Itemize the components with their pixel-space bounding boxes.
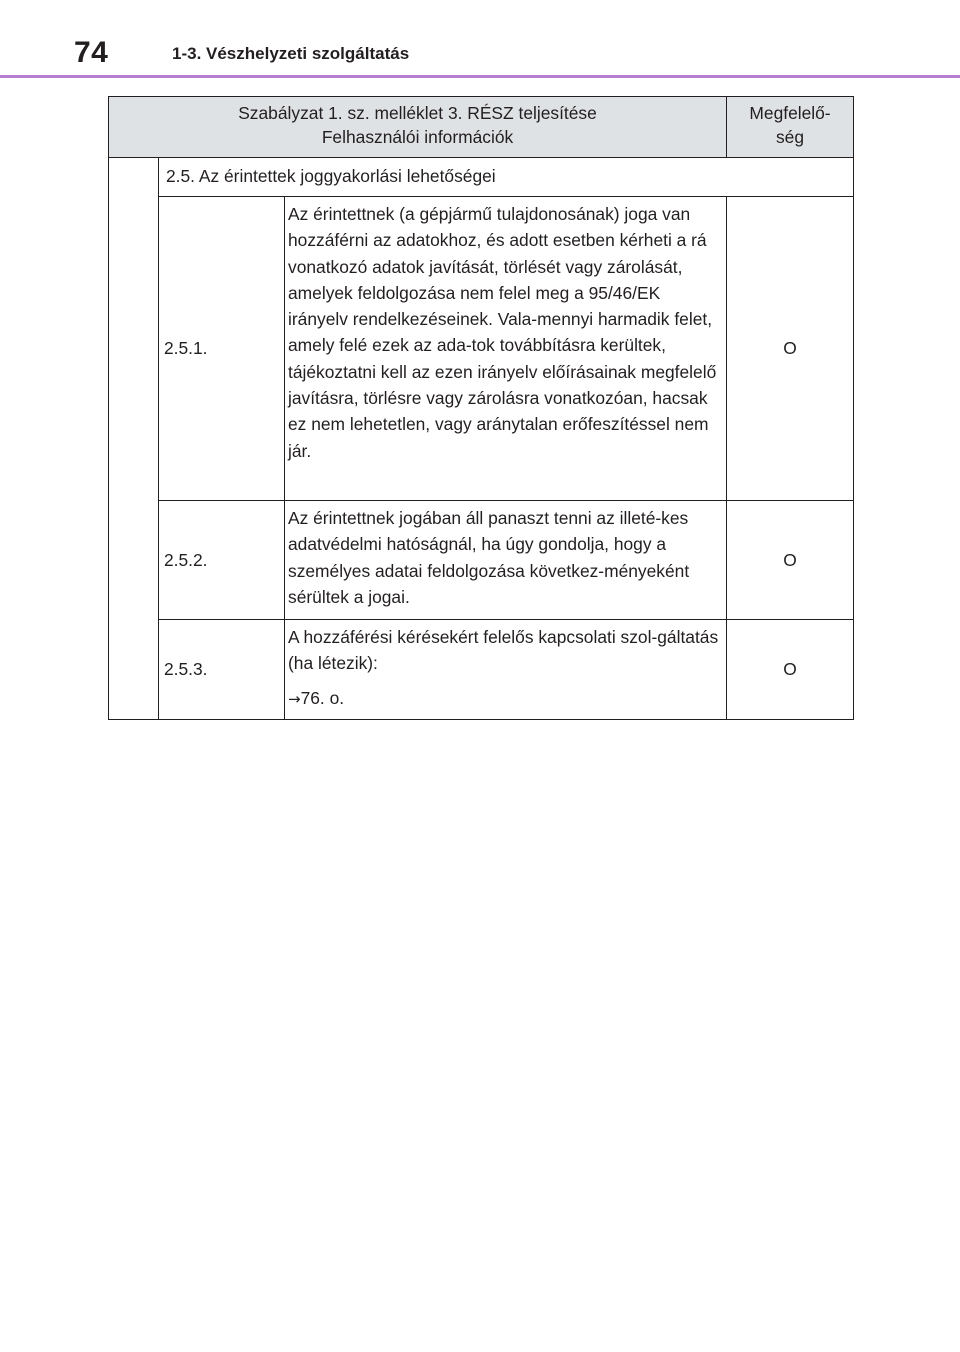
row-number: 2.5.2. — [159, 501, 285, 620]
table-header-row — [109, 97, 854, 158]
row-text — [285, 620, 727, 720]
table-row — [109, 197, 854, 501]
page-reference-text: 76. o. — [300, 687, 345, 708]
table-row — [109, 620, 854, 720]
row-number: 2.5.1. — [159, 197, 285, 501]
table-header-title-line1: Szabályzat 1. sz. melléklet 3. RÉSZ teljesítése — [238, 103, 597, 123]
arrow-right-icon: → — [288, 689, 301, 708]
row-number: 2.5.3. — [159, 620, 285, 720]
table-header-compliance-line1: Megfelelő- — [749, 103, 831, 123]
row-text-paragraph: A hozzáférési kérésekért felelős kapcsolati szol-gáltatás (ha létezik): — [288, 627, 719, 674]
table-header-compliance-line2: ség — [775, 127, 805, 147]
requirements-table — [108, 96, 854, 720]
table-header-compliance — [727, 97, 854, 158]
row-text — [285, 501, 727, 620]
table-header-title-line2: Felhasználói információk — [321, 127, 514, 147]
row-text-paragraph: Az érintettnek jogában áll panaszt tenni az illeté-kes adatvédelmi hatóságnál, ha úgy gondolja, hogy a személyes adatai feldolgozása következ-ményeként sérültek a jogai. — [288, 508, 690, 607]
indent-cell — [109, 158, 159, 720]
section-heading-row — [109, 158, 854, 197]
row-page-reference — [288, 685, 722, 712]
page-number: 74 — [74, 36, 109, 69]
row-compliance: O — [727, 197, 854, 501]
row-compliance: O — [727, 620, 854, 720]
table-header-title — [109, 97, 727, 158]
section-heading: 2.5. Az érintettek joggyakorlási lehetőségei — [159, 158, 854, 197]
row-compliance: O — [727, 501, 854, 620]
table-row — [109, 501, 854, 620]
header-divider — [0, 75, 960, 78]
row-text-paragraph: Az érintettnek (a gépjármű tulajdonosának) joga van hozzáférni az adatokhoz, és adott esetben kérheti a rá vonatkozó adatok javítását, törlését vagy zárolását, amelyek feldolgozása nem felel meg a 95/46/EK irányelv rendelkezéseinek. Vala-mennyi harmadik felet, amely felé ezek az ada-tok továbbításra kerültek, tájékoztatni kell az ezen irányelv előírásainak megfelelő javításra, törlésre vagy zárolásra vonatkozóan, hacsak ez nem lehetetlen, vagy aránytalan erőfeszítéssel nem jár. — [288, 204, 717, 461]
row-text — [285, 197, 727, 501]
section-title: 1-3. Vészhelyzeti szolgáltatás — [172, 44, 410, 63]
